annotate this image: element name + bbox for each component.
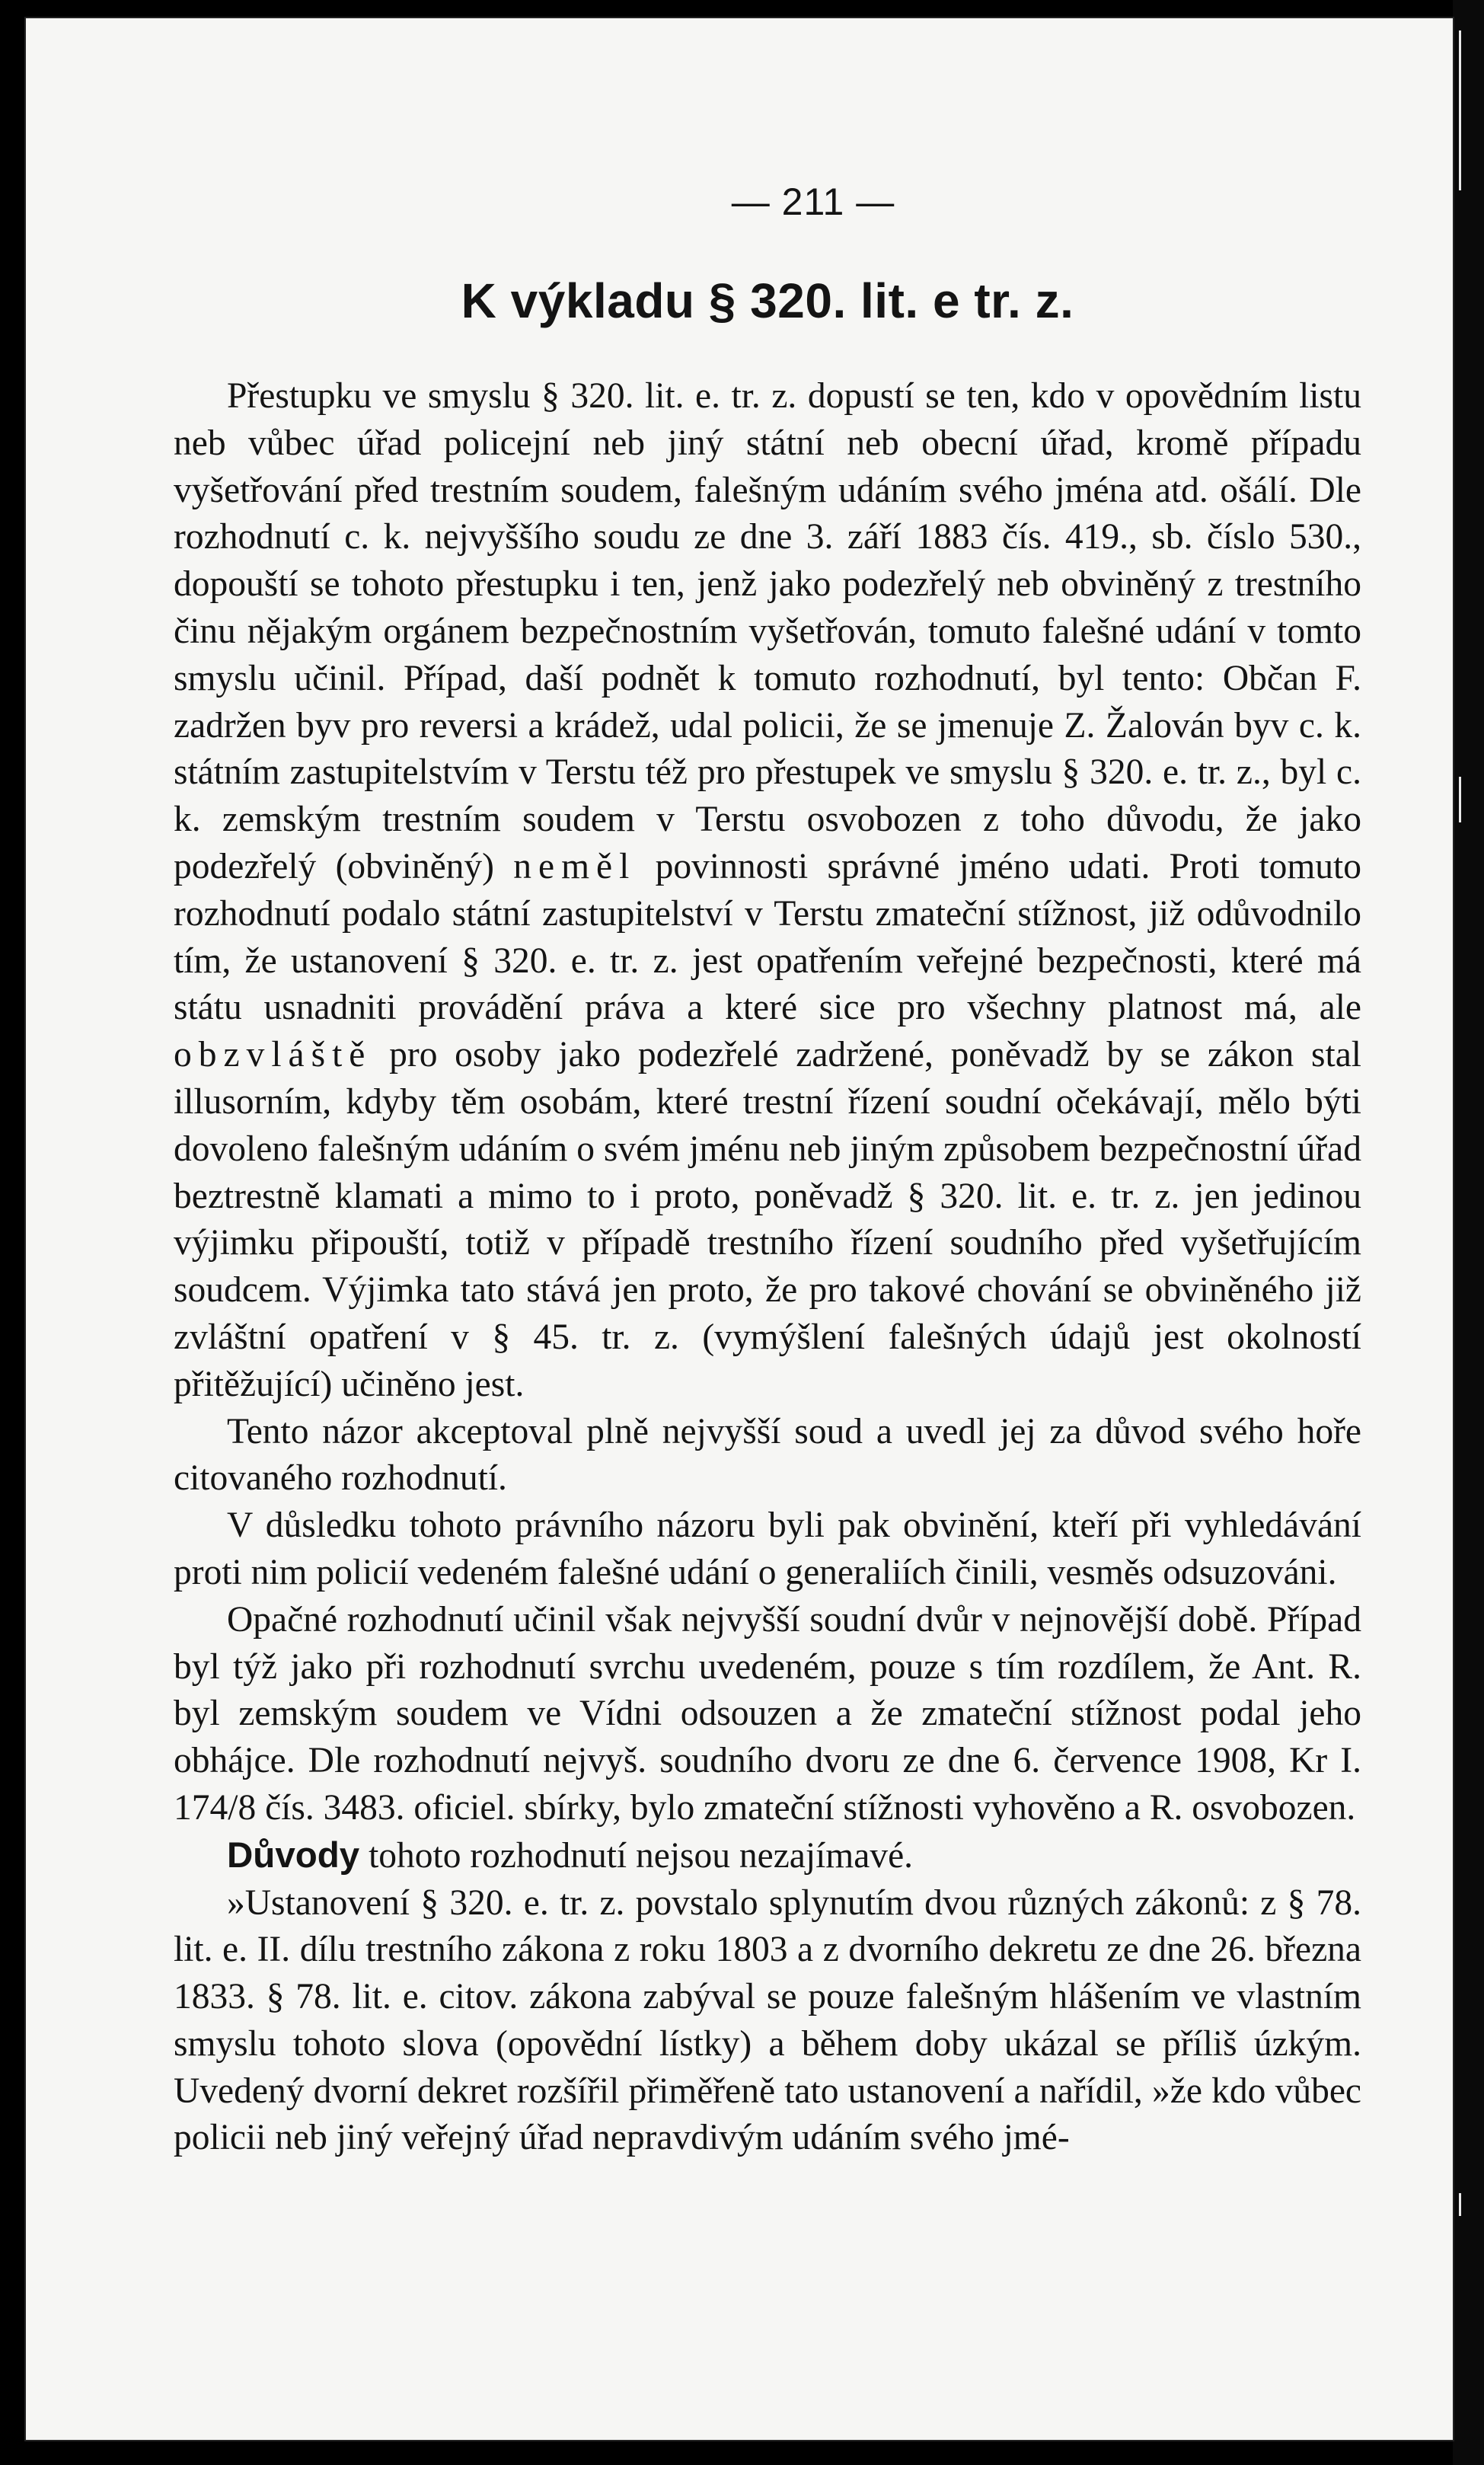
paragraph: »Ustanovení § 320. e. tr. z. povstalo splynutím dvou různých zákonů: z § 78. lit. e. II. dílu trestního zákona z roku 1803 a z dvorního dekretu ze dne 26. března 1833. § 78. lit. e. citov. zákona zabýval se pouze falešným hlášením ve vlastním smyslu tohoto slova (opovědní lístky) a během doby ukázal se příliš úzkým. Uvedený dvorní dekret rozšířil přiměřeně tato ustanovení a nařídil, »že kdo vůbec policii neb jiný veřejný úřad nepravdivým udáním svého jmé-: [174, 1882, 1361, 2158]
emphasized-text: obzvláště: [174, 1035, 372, 1075]
paragraph: Opačné rozhodnutí učinil však nejvyšší soudní dvůr v nejnovější době. Případ byl týž jako při rozhodnutí svrchu uvedeném, pouze s tím rozdílem, že Ant. R. byl zemským soudem ve Vídni odsouzen a že zmateční stížnost podal jeho obhájce. Dle rozhodnutí nejvyš. soudního dvoru ze dne 6. července 1908, Kr I. 174/8 čís. 3483. oficiel. sbírky, bylo zmateční stížnosti vyhověno a R. osvobozen.: [174, 1599, 1361, 1828]
paragraph: V důsledku tohoto právního názoru byli pak obvinění, kteří při vyhledávání proti nim policií vedeném falešné udání o generaliích činili, vesměs odsuzováni.: [174, 1506, 1361, 1592]
bold-lead: Důvody: [227, 1834, 360, 1876]
page-content: [174, 180, 1361, 2162]
paragraph: Tento názor akceptoval plně nejvyšší soud a uvedl jej za důvod svého hoře citovaného rozhodnutí.: [174, 1411, 1361, 1499]
paragraph-text: povinnosti správné jméno udati. Proti tomuto rozhodnutí podalo státní zastupitelství v Terstu zmateční stížnost, již odůvodnilo tím, že ustanovení § 320. e. tr. z. jest opatřením veřejné bezpečnosti, které má státu usnadniti provádění práva a které sice pro všechny platnost má, ale: [174, 846, 1361, 1028]
paragraph: [174, 373, 1361, 1409]
scan-edge: [1453, 0, 1484, 2465]
paragraph-text: Přestupku ve smyslu § 320. lit. e. tr. z. dopustí se ten, kdo v opovědním listu neb vůbec úřad policejní neb jiný státní neb obecní úřad, kromě případu vyšetřování před trestním soudem, falešným udáním svého jména atd. ošálí. Dle rozhodnutí c. k. nejvyššího soudu ze dne 3. září 1883 čís. 419., sb. číslo 530., dopouští se tohoto přestupku i ten, jenž jako podezřelý neb obviněný z trestního činu nějakým orgánem bezpečnostním vyšetřován, tomuto falešné udání v tomto smyslu učinil. Případ, daší podnět k tomuto rozhodnutí, byl tento: Občan F. zadržen byv pro reversi a krádež, udal policii, že se jmenuje Z. Žalován byv c. k. státním zastupitelstvím v Terstu též pro přestupek ve smyslu § 320. e. tr. z., byl c. k. zemským trestním soudem v Terstu osvobozen z toho důvodu, že jako podezřelý (obviněný): [174, 376, 1361, 886]
section-heading: K výkladu § 320. lit. e tr. z.: [461, 273, 1074, 328]
scan-artifact: [1459, 2193, 1461, 2216]
paragraph: [174, 1832, 1361, 1880]
paragraph-text: tohoto rozhodnutí nejsou nezajímavé.: [359, 1835, 914, 1876]
book-page: [26, 18, 1453, 2440]
page-number: — 211 —: [731, 180, 895, 223]
scan-artifact: [1459, 30, 1461, 190]
emphasized-text: neměl: [513, 846, 637, 886]
scan-artifact: [1459, 777, 1461, 822]
paragraph-text: pro osoby jako podezřelé zadržené, poněvadž by se zákon stal illusorním, kdyby těm osobám, které trestní řízení soudní očekávají, mělo býti dovoleno falešným udáním o svém jménu neb jiným způsobem bezpečnostní úřad beztrestně klamati a mimo to i proto, poněvadž § 320. lit. e. tr. z. jen jedinou výjimku připouští, totiž v případě trestního řízení soudního před vyšetřujícím soudcem. Výjimka tato stává jen proto, že pro takové chování se obviněného již zvláštní opatření v § 45. tr. z. (vymýšlení falešných údajů jest okolností přitěžující) učiněno jest.: [174, 1035, 1361, 1404]
